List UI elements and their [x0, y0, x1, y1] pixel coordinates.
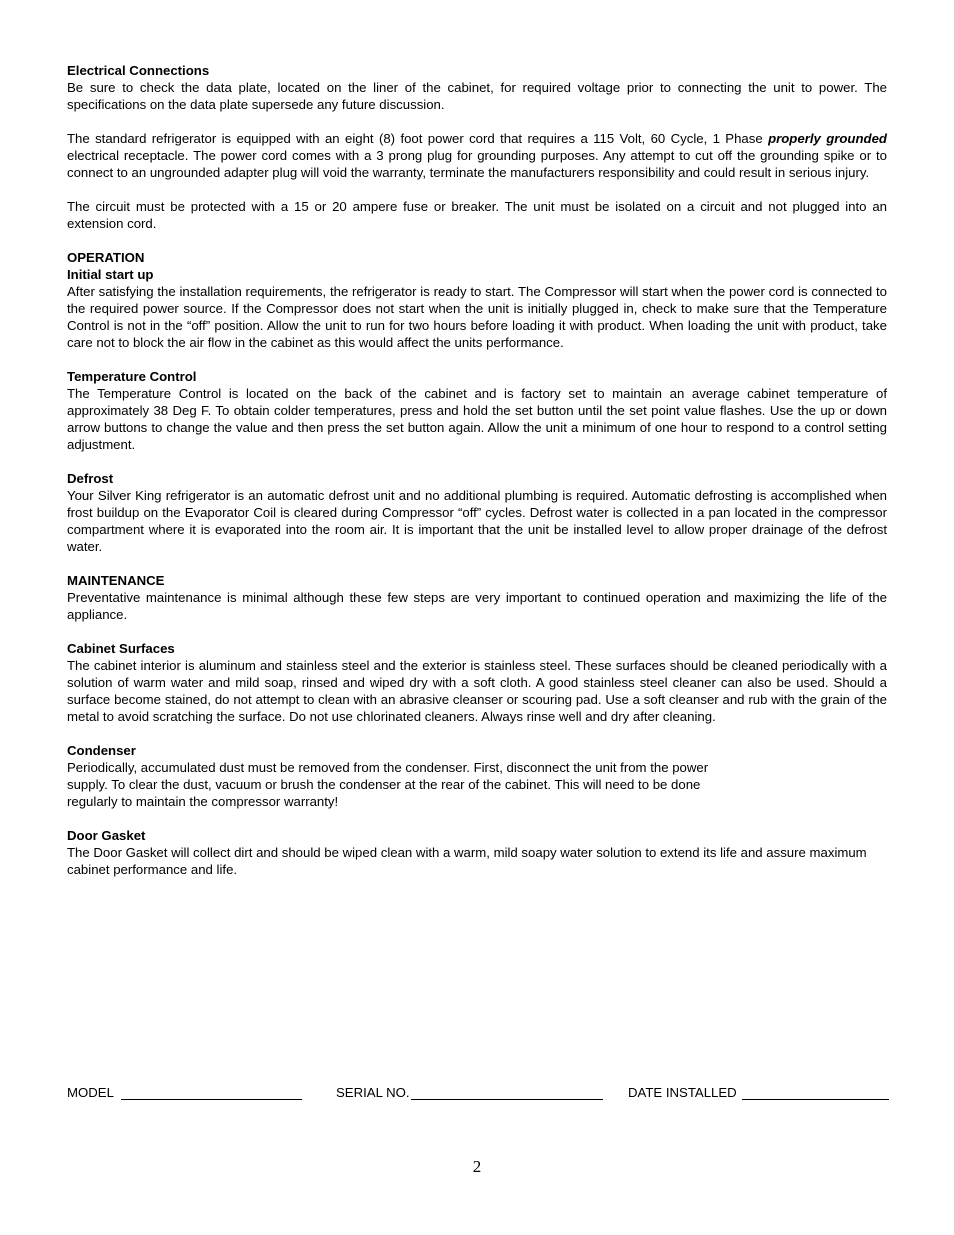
maintenance-section — [67, 572, 887, 623]
serial-line[interactable] — [411, 1081, 603, 1100]
serial-label: SERIAL NO. — [336, 1085, 410, 1100]
cabinet-heading: Cabinet Surfaces — [67, 641, 175, 656]
electrical-paragraph-2 — [67, 130, 887, 181]
temperature-section — [67, 368, 887, 453]
temperature-heading: Temperature Control — [67, 369, 197, 384]
gasket-paragraph: The Door Gasket will collect dirt and should be wiped clean with a warm, mild soapy water solution to extend its life and assure maximum cabinet performance and life. — [67, 845, 867, 877]
electrical-paragraph-1: Be sure to check the data plate, located on the liner of the cabinet, for required voltage prior to connecting the unit to power. The specifications on the data plate supersede any future discussion. — [67, 80, 887, 112]
manual-page — [67, 62, 887, 895]
condenser-paragraph: Periodically, accumulated dust must be removed from the condenser. First, disconnect the unit from the power supply. To clear the dust, vacuum or brush the condenser at the rear of the cabinet. This will need to be done regularly to maintain the compressor warranty! — [67, 760, 709, 809]
date-installed-line[interactable] — [742, 1081, 889, 1100]
condenser-heading: Condenser — [67, 743, 136, 758]
defrost-paragraph: Your Silver King refrigerator is an automatic defrost unit and no additional plumbing is required. Automatic defrosting is accomplished when frost buildup on the Evaporator Coil is cleared during Compressor “off” cycles. Defrost water is collected in a pan located in the compressor compartment where it is evaporated into the room air. It is important that the unit be installed level to allow proper drainage of the defrost water. — [67, 488, 887, 554]
date-installed-label: DATE INSTALLED — [628, 1085, 737, 1100]
cabinet-paragraph: The cabinet interior is aluminum and stainless steel and the exterior is stainless steel. These surfaces should be cleaned periodically with a solution of warm water and mild soap, rinsed and wiped dry with a soft cloth. A good stainless steel cleaner can also be used. Should a surface become stained, do not attempt to clean with an abrasive cleanser or scouring pad. Use a soft cleanser and rub with the grain of the metal to avoid scratching the surface. Do not use chlorinated cleaners. Always rinse well and dry after cleaning. — [67, 658, 887, 724]
gasket-heading: Door Gasket — [67, 828, 146, 843]
defrost-heading: Defrost — [67, 471, 114, 486]
condenser-section — [67, 742, 887, 810]
maintenance-paragraph: Preventative maintenance is minimal although these few steps are very important to continued operation and maximizing the life of the appliance. — [67, 590, 887, 622]
electrical-p2-after: electrical receptacle. The power cord comes with a 3 prong plug for grounding purposes. Any attempt to cut off the grounding spike or to connect to an ungrounded adapter plug will void the warranty, terminate the manufacturers responsibility and could result in serious injury. — [67, 148, 887, 180]
defrost-section — [67, 470, 887, 555]
properly-grounded-emphasis: properly grounded — [768, 131, 887, 146]
initial-start-up-heading: Initial start up — [67, 267, 154, 282]
serial-field — [336, 1081, 603, 1100]
gasket-section — [67, 827, 887, 878]
cabinet-section — [67, 640, 887, 725]
electrical-heading: Electrical Connections — [67, 63, 210, 78]
model-label: MODEL — [67, 1085, 114, 1100]
page-number: 2 — [472, 1157, 482, 1176]
maintenance-heading: MAINTENANCE — [67, 573, 165, 588]
model-line[interactable] — [121, 1081, 302, 1100]
record-fields — [67, 1081, 899, 1101]
date-installed-field — [628, 1081, 889, 1100]
temperature-paragraph: The Temperature Control is located on the back of the cabinet and is factory set to maintain an average cabinet temperature of approximately 38 Deg F. To obtain colder temperatures, press and hold the set button until the set point value flashes. Use the up or down arrow buttons to change the value and then press the set button again. Allow the unit a minimum of one hour to respond to a control setting adjustment. — [67, 386, 887, 452]
electrical-p2-before: The standard refrigerator is equipped with an eight (8) foot power cord that requires a 115 Volt, 60 Cycle, 1 Phase — [67, 131, 769, 146]
electrical-paragraph-3: The circuit must be protected with a 15 or 20 ampere fuse or breaker. The unit must be isolated on a circuit and not plugged into an extension cord. — [67, 199, 887, 231]
model-field — [67, 1081, 302, 1100]
operation-paragraph: After satisfying the installation requirements, the refrigerator is ready to start. The Compressor will start when the power cord is connected to the required power source. If the Compressor does not start when the unit is initially plugged in, check to make sure that the Temperature Control is not in the “off” position. Allow the unit to run for two hours before loading it with product. When loading the unit with product, take care not to block the air flow in the cabinet as this would affect the units performance. — [67, 284, 887, 350]
operation-heading: OPERATION — [67, 250, 145, 265]
electrical-section — [67, 62, 887, 232]
operation-section — [67, 249, 887, 351]
